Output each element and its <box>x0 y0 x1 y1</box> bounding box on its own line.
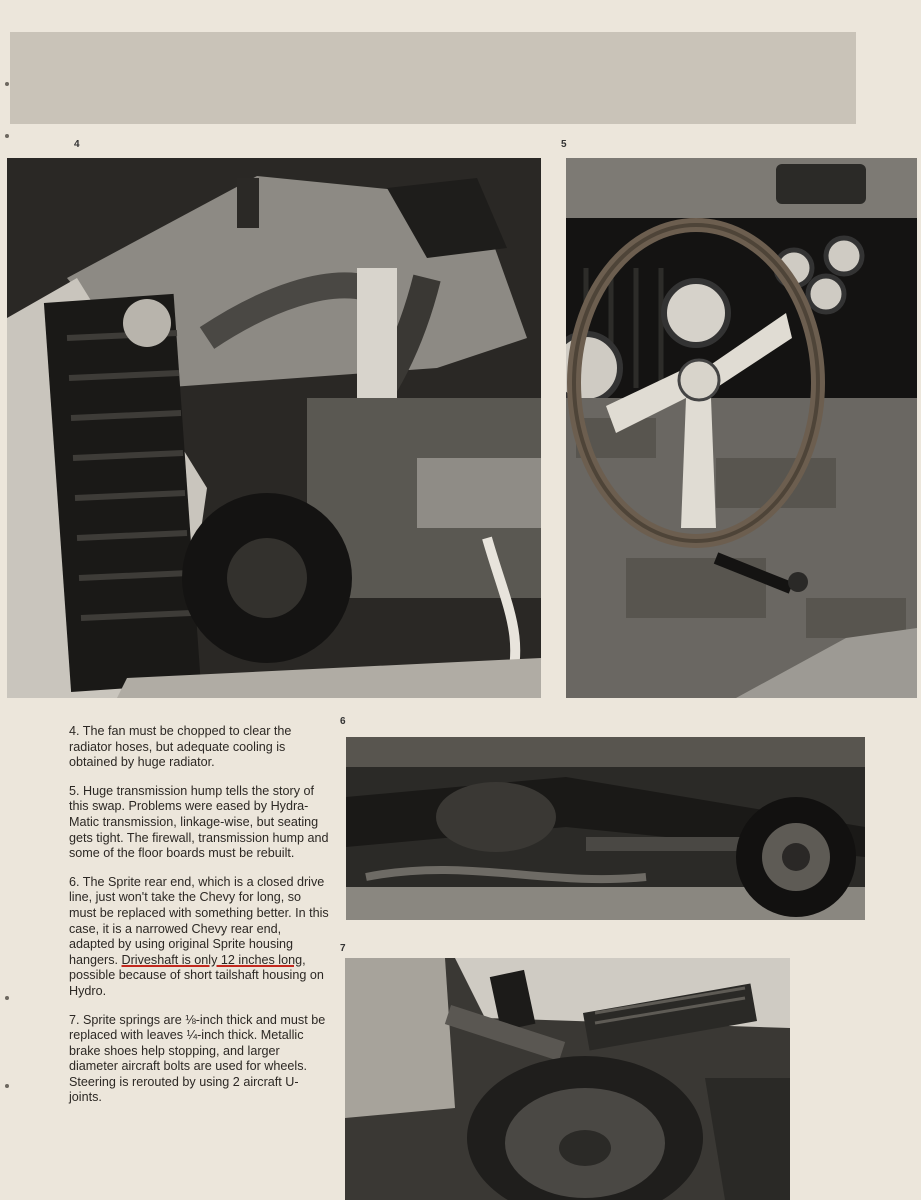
caption-4: 4. The fan must be chopped to clear the radiator hoses, but adequate cooling is obtained by huge radiator. <box>69 724 292 770</box>
photo-engine-bay <box>7 158 541 698</box>
figure-number-7: 7 <box>340 943 346 954</box>
binder-hole <box>5 82 9 86</box>
caption-6-underlined-text: Driveshaft is only 12 inches long <box>121 952 303 967</box>
caption-6-text-b: , possible because of short tailshaft housing on Hydro. <box>69 952 324 998</box>
photo-dashboard <box>566 158 917 698</box>
figure-number-5: 5 <box>561 139 567 150</box>
caption-5: 5. Huge transmission hump tells the story of this swap. Problems were eased by Hydra-Matic transmission, linkage-wise, but seating gets tight. The firewall, transmission hump and some of the floor boards must be rebuilt. <box>69 783 329 861</box>
binder-hole <box>5 134 9 138</box>
photo-rear-end <box>346 737 865 920</box>
binder-hole <box>5 1084 9 1088</box>
caption-6 <box>69 875 329 1000</box>
header-band <box>10 32 856 124</box>
photo-springs-brakes <box>345 958 790 1200</box>
figure-number-4: 4 <box>74 139 80 150</box>
figure-number-6: 6 <box>340 716 346 727</box>
binder-hole <box>5 996 9 1000</box>
caption-6-text-a: 6. The Sprite rear end, which is a closed drive line, just won't take the Chevy for long, so must be replaced with something better. In this case, it is a narrowed Chevy rear end, adapted by using original Sprite housing hangers. <box>69 874 329 967</box>
caption-7: 7. Sprite springs are ⅛-inch thick and must be replaced with leaves ¼-inch thick. Metallic brake shoes help stopping, and larger diameter aircraft bolts are used for wheels. Steering is rerouted by using 2 aircraft U-joints. <box>69 1012 326 1105</box>
captions-column <box>69 724 329 1119</box>
